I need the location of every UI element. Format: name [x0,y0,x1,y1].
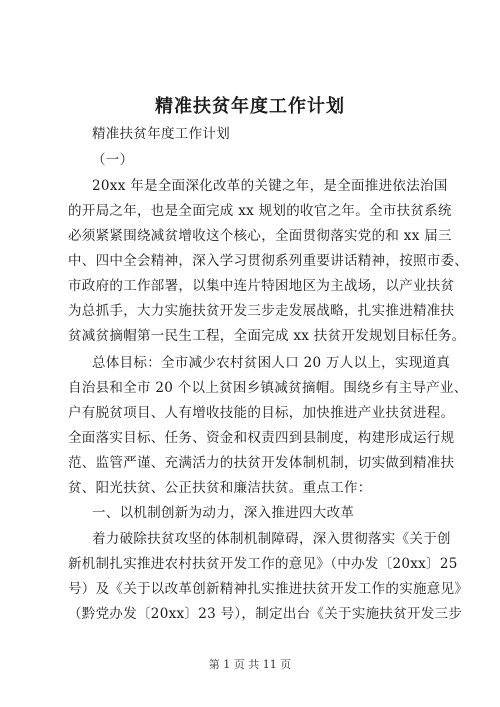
document-title: 精准扶贫年度工作计划 [155,96,345,117]
page-footer: 第 1 页 共 11 页 [208,658,292,671]
paragraph-line: 范、监管严谨、充满活力的扶贫开发体制机制，切实做到精准扶 [68,455,455,471]
paragraph-line: 着力破除扶贫攻坚的体制机制障碍，深入贯彻落实《关于创 [92,531,451,547]
paragraph-line: 号）及《关于以改革创新精神扎实推进扶贫开发工作的实施意见》 [68,581,469,597]
document-subtitle: 精准扶贫年度工作计划 [92,126,230,142]
paragraph-line: 全面落实目标、任务、资金和权责四到县制度，构建形成运行规 [68,430,455,446]
paragraph-line: 新机制扎实推进农村扶贫开发工作的意见》（中办发〔20xx〕25 [68,556,458,572]
paragraph-line: 中、四中全会精神，深入学习贯彻系列重要讲话精神，按照市委、 [68,253,469,269]
paragraph-line: 总体目标：全市减少农村贫困人口 20 万人以上，实现道真 [92,355,451,371]
section-heading: 一、以机制创新为动力，深入推进四大改革 [92,505,355,521]
paragraph-line: 贫减贫摘帽第一民生工程，全面完成 xx 扶贫开发规划目标任务。 [68,328,466,344]
paragraph-line: 为总抓手，大力实施扶贫开发三步走发展战略，扎实推进精准扶 [68,303,455,319]
paragraph-line: 自治县和全市 20 个以上贫困乡镇减贫摘帽。围绕乡有主导产业、 [68,380,468,396]
paragraph-line: 的开局之年，也是全面完成 xx 规划的收官之年。全市扶贫系统 [68,203,452,219]
paragraph-line: 20xx 年是全面深化改革的关键之年，是全面推进依法治国 [92,178,448,194]
paragraph-line: （黔党办发〔20xx〕23 号），制定出台《关于实施扶贫开发三步 [68,606,463,622]
paragraph-line: 贫、阳光扶贫、公正扶贫和廉洁扶贫。重点工作： [68,480,372,496]
paragraph-line: 必须紧紧围绕减贫增收这个核心，全面贯彻落实党的和 xx 届三 [68,228,452,244]
section-marker: （一） [92,152,134,168]
paragraph-line: 户有脱贫项目、人有增收技能的目标，加快推进产业扶贫进程。 [68,405,455,421]
paragraph-line: 市政府的工作部署，以集中连片特困地区为主战场，以产业扶贫 [68,278,455,294]
